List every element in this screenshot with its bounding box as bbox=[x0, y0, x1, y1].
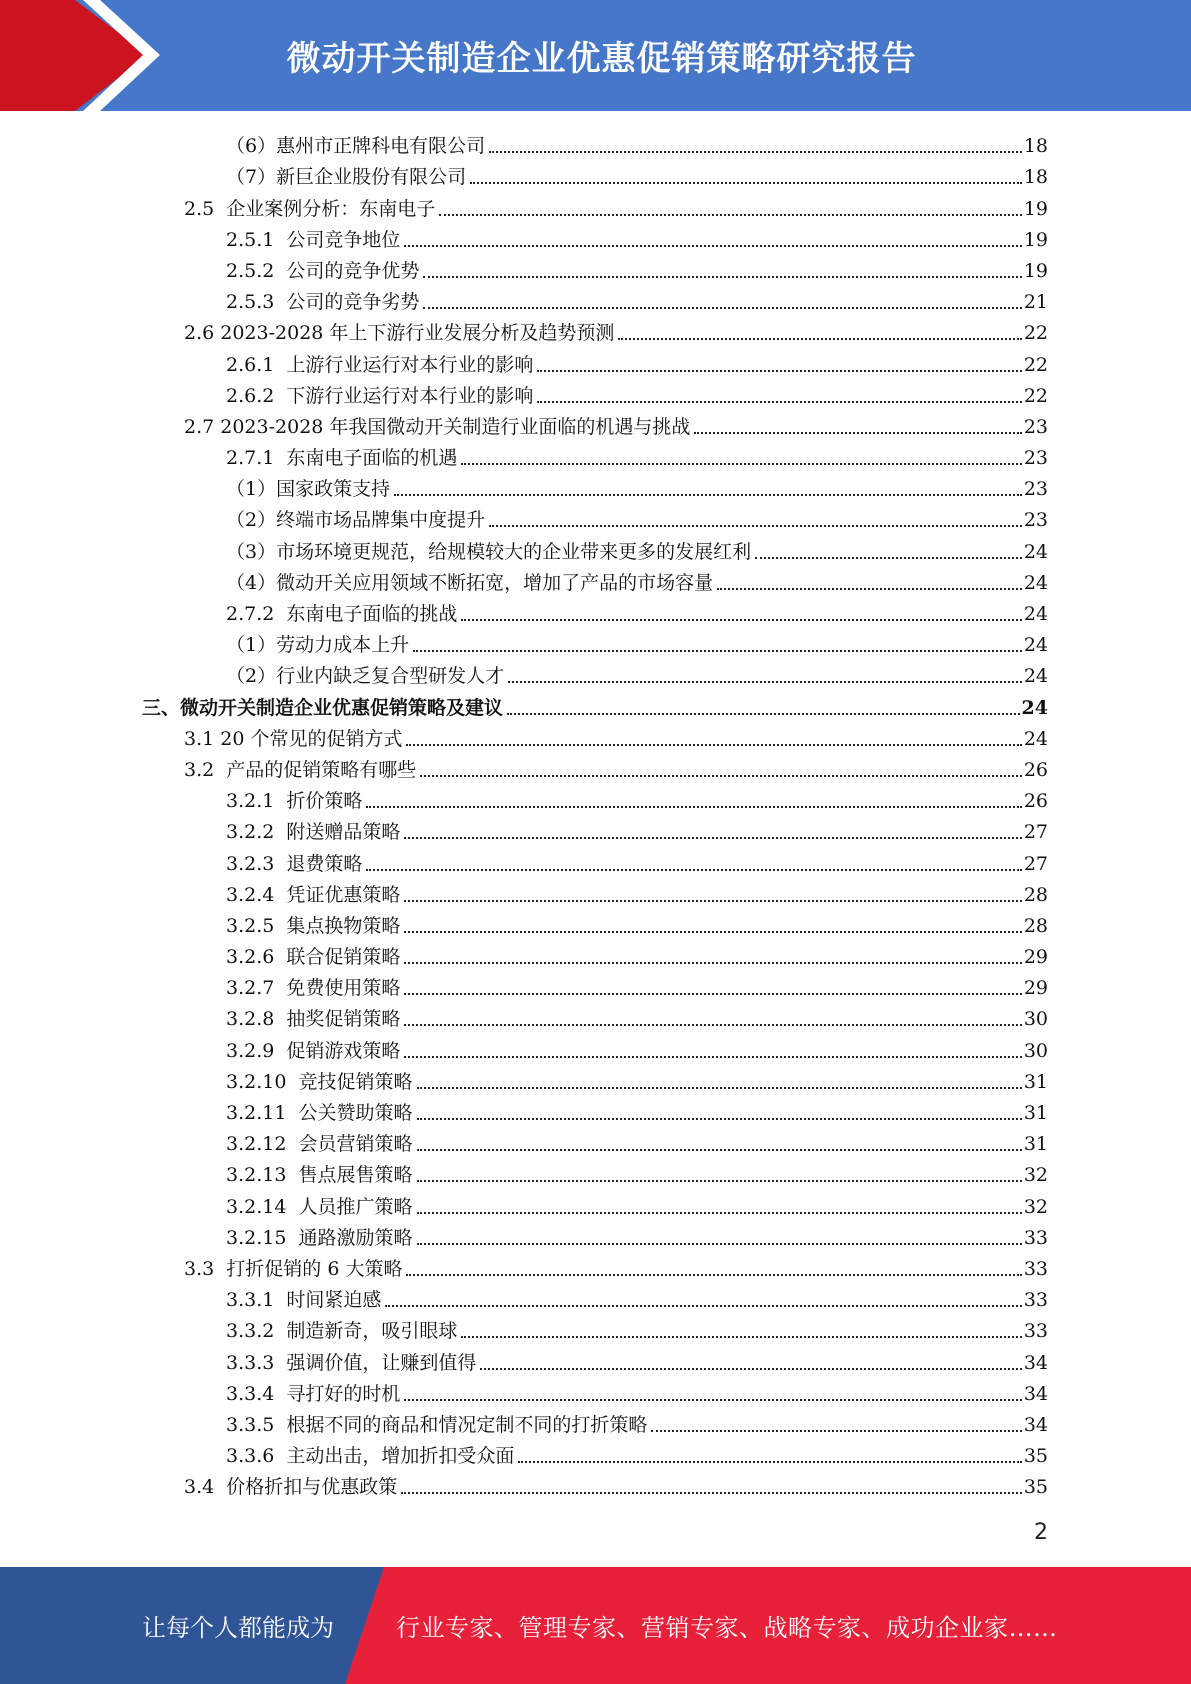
toc-entry-page: 31 bbox=[1023, 1102, 1048, 1124]
toc-entry-page: 24 bbox=[1023, 540, 1048, 563]
toc-entry[interactable] bbox=[0, 439, 1191, 470]
toc-entry[interactable] bbox=[0, 595, 1191, 626]
toc-entry-title: 2.6.1 上游行业运行对本行业的影响 bbox=[226, 353, 534, 376]
page-footer bbox=[0, 1567, 1191, 1684]
toc-dot-leader bbox=[404, 985, 1021, 995]
toc-entry-page: 24 bbox=[1021, 696, 1048, 719]
toc-entry-page: 29 bbox=[1023, 946, 1048, 969]
report-title: 微动开关制造企业优惠促销策略研究报告 bbox=[286, 39, 917, 79]
footer-slogan-left: 让每个人都能成为 bbox=[142, 1614, 334, 1642]
toc-dot-leader bbox=[404, 1391, 1021, 1401]
toc-entry-title: 3.3.6 主动出击，增加折扣受众面 bbox=[226, 1445, 515, 1468]
toc-dot-leader bbox=[461, 1328, 1021, 1338]
toc-entry[interactable] bbox=[0, 1031, 1191, 1062]
toc-dot-leader bbox=[618, 330, 1021, 340]
toc-entry-title: 3.2 产品的促销策略有哪些 bbox=[184, 758, 417, 781]
toc-entry[interactable] bbox=[0, 782, 1191, 813]
toc-entry[interactable] bbox=[0, 127, 1191, 158]
toc-entry-title: 3.3.3 强调价值，让赚到值得 bbox=[226, 1351, 477, 1374]
toc-entry-title: 3.2.6 联合促销策略 bbox=[226, 946, 401, 969]
toc-entry-page: 30 bbox=[1023, 1039, 1048, 1062]
toc-entry-page: 32 bbox=[1023, 1164, 1048, 1187]
toc-entry-page: 32 bbox=[1023, 1195, 1048, 1218]
toc-entry-page: 22 bbox=[1023, 322, 1048, 345]
toc-entry[interactable] bbox=[0, 1063, 1191, 1094]
toc-entry-title: 3.2.4 凭证优惠策略 bbox=[226, 883, 401, 906]
toc-dot-leader bbox=[417, 1141, 1022, 1151]
toc-entry[interactable] bbox=[0, 501, 1191, 532]
toc-dot-leader bbox=[417, 1204, 1022, 1214]
toc-dot-leader bbox=[404, 829, 1021, 839]
toc-entry-page: 34 bbox=[1023, 1382, 1048, 1405]
toc-entry-page: 29 bbox=[1023, 977, 1048, 1000]
page-number: 2 bbox=[1034, 1520, 1048, 1545]
toc-entry[interactable] bbox=[0, 657, 1191, 688]
toc-entry-page: 19 bbox=[1023, 259, 1048, 282]
toc-entry[interactable] bbox=[0, 158, 1191, 189]
toc-dot-leader bbox=[413, 642, 1022, 652]
toc-entry[interactable] bbox=[0, 844, 1191, 875]
toc-entry[interactable] bbox=[0, 626, 1191, 657]
toc-dot-leader bbox=[694, 424, 1021, 434]
toc-entry-page: 23 bbox=[1023, 415, 1048, 438]
footer-slogan-right: 行业专家、管理专家、营销专家、战略专家、成功企业家…… bbox=[396, 1614, 1058, 1642]
toc-entry-title: （1）国家政策支持 bbox=[226, 478, 391, 501]
toc-entry-page: 21 bbox=[1023, 291, 1048, 314]
toc-entry-page: 33 bbox=[1023, 1289, 1048, 1312]
toc-entry-title: 3.2.1 折价策略 bbox=[226, 790, 363, 813]
toc-dot-leader bbox=[480, 1360, 1021, 1370]
toc-dot-leader bbox=[394, 486, 1022, 496]
toc-entry[interactable] bbox=[0, 470, 1191, 501]
toc-dot-leader bbox=[717, 580, 1022, 590]
toc-dot-leader bbox=[406, 736, 1021, 746]
toc-dot-leader bbox=[537, 362, 1021, 372]
toc-dot-leader bbox=[537, 393, 1021, 403]
toc-entry-title: 3.2.5 集点换物策略 bbox=[226, 914, 401, 937]
toc-entry[interactable] bbox=[0, 938, 1191, 969]
toc-entry[interactable] bbox=[0, 1125, 1191, 1156]
toc-entry-title: 2.5.3 公司的竞争劣势 bbox=[226, 291, 420, 314]
toc-entry-page: 33 bbox=[1023, 1320, 1048, 1343]
toc-entry-page: 31 bbox=[1023, 1133, 1048, 1156]
toc-entry-page: 35 bbox=[1023, 1476, 1048, 1499]
toc-dot-leader bbox=[489, 143, 1022, 153]
toc-entry-page: 34 bbox=[1023, 1351, 1048, 1374]
toc-dot-leader bbox=[461, 455, 1021, 465]
toc-entry[interactable] bbox=[0, 1219, 1191, 1250]
toc-entry-page: 24 bbox=[1023, 603, 1048, 625]
toc-entry-page: 31 bbox=[1023, 1070, 1048, 1093]
toc-entry[interactable] bbox=[0, 252, 1191, 283]
toc-entry-page: 22 bbox=[1023, 384, 1048, 407]
toc-entry-title: 2.7 2023-2028 年我国微动开关制造行业面临的机遇与挑战 bbox=[184, 415, 691, 438]
toc-entry-page: 27 bbox=[1023, 821, 1048, 844]
toc-entry-title: （4）微动开关应用领域不断拓宽，增加了产品的市场容量 bbox=[226, 571, 714, 594]
toc-entry[interactable] bbox=[0, 532, 1191, 563]
toc-dot-leader bbox=[404, 954, 1021, 964]
toc-entry[interactable] bbox=[0, 1281, 1191, 1312]
toc-dot-leader bbox=[420, 767, 1022, 777]
toc-entry[interactable] bbox=[0, 813, 1191, 844]
toc-entry-title: （6）惠州市正牌科电有限公司 bbox=[226, 135, 486, 158]
toc-entry-title: 2.5 企业案例分析：东南电子 bbox=[184, 197, 436, 220]
toc-entry-page: 33 bbox=[1023, 1226, 1048, 1249]
toc-dot-leader bbox=[385, 1297, 1021, 1307]
toc-entry-page: 22 bbox=[1023, 353, 1048, 376]
toc-entry-title: （2）终端市场品牌集中度提升 bbox=[226, 509, 486, 532]
toc-dot-leader bbox=[406, 1266, 1021, 1276]
toc-entry-page: 28 bbox=[1023, 883, 1048, 906]
toc-entry[interactable] bbox=[0, 1250, 1191, 1281]
toc-dot-leader bbox=[401, 1484, 1022, 1494]
toc-entry-page: 23 bbox=[1023, 478, 1048, 501]
toc-entry-title: 3.4 价格折扣与优惠政策 bbox=[184, 1476, 398, 1499]
toc-entry-title: 3.1 20 个常见的促销方式 bbox=[184, 727, 403, 750]
toc-entry-page: 18 bbox=[1023, 135, 1048, 158]
toc-entry-title: （3）市场环境更规范，给规模较大的企业带来更多的发展红利 bbox=[226, 540, 752, 563]
toc-entry-page: 35 bbox=[1023, 1445, 1048, 1468]
toc-entry-page: 24 bbox=[1023, 634, 1048, 657]
toc-dot-leader bbox=[755, 549, 1022, 559]
toc-entry-title: 3.2.8 抽奖促销策略 bbox=[226, 1008, 401, 1031]
toc-entry-title: （1）劳动力成本上升 bbox=[226, 634, 410, 657]
toc-entry-title: 3.3.5 根据不同的商品和情况定制不同的打折策略 bbox=[226, 1413, 648, 1436]
toc-dot-leader bbox=[470, 174, 1022, 184]
toc-entry[interactable] bbox=[0, 1375, 1191, 1406]
toc-entry[interactable] bbox=[0, 969, 1191, 1000]
toc-entry-page: 26 bbox=[1023, 758, 1048, 781]
toc-dot-leader bbox=[461, 611, 1021, 621]
toc-dot-leader bbox=[417, 1079, 1022, 1089]
toc-entry-title: 3.2.13 售点展售策略 bbox=[226, 1164, 413, 1187]
toc-entry-title: 2.5.1 公司竞争地位 bbox=[226, 228, 401, 251]
toc-entry-title: 3.2.11 公关赞助策略 bbox=[226, 1102, 413, 1124]
toc-entry[interactable] bbox=[0, 1468, 1191, 1499]
toc-entry-title: 3.3 打折促销的 6 大策略 bbox=[184, 1257, 403, 1280]
toc-entry[interactable] bbox=[0, 1437, 1191, 1468]
toc-entry-title: 3.2.10 竞技促销策略 bbox=[226, 1070, 413, 1093]
toc-dot-leader bbox=[423, 299, 1021, 309]
toc-entry[interactable] bbox=[0, 564, 1191, 595]
toc-entry-title: 3.2.15 通路激励策略 bbox=[226, 1226, 413, 1249]
toc-entry-title: 3.3.4 寻打好的时机 bbox=[226, 1382, 401, 1405]
toc-entry-page: 18 bbox=[1023, 166, 1048, 189]
toc-entry-title: 3.2.7 免费使用策略 bbox=[226, 977, 401, 1000]
toc-dot-leader bbox=[508, 673, 1022, 683]
toc-entry-title: 3.3.2 制造新奇，吸引眼球 bbox=[226, 1320, 458, 1343]
page-header bbox=[0, 0, 1191, 111]
toc-entry-title: 3.2.2 附送赠品策略 bbox=[226, 821, 401, 844]
toc-entry[interactable] bbox=[0, 345, 1191, 376]
toc-entry-title: 三、微动开关制造企业优惠促销策略及建议 bbox=[142, 696, 504, 719]
toc-entry-title: 2.6.2 下游行业运行对本行业的影响 bbox=[226, 384, 534, 407]
toc-entry-page: 30 bbox=[1023, 1008, 1048, 1031]
toc-entry[interactable] bbox=[0, 1094, 1191, 1125]
toc-dot-leader bbox=[417, 1172, 1022, 1182]
toc-entry-page: 26 bbox=[1023, 790, 1048, 813]
toc-dot-leader bbox=[507, 705, 1020, 715]
toc-entry-page: 24 bbox=[1023, 571, 1048, 594]
toc-entry-page: 24 bbox=[1023, 727, 1048, 750]
toc-entry-title: 2.6 2023-2028 年上下游行业发展分析及趋势预测 bbox=[184, 322, 615, 345]
toc-entry[interactable] bbox=[0, 876, 1191, 907]
toc-entry[interactable] bbox=[0, 751, 1191, 782]
toc-entry[interactable] bbox=[0, 408, 1191, 439]
toc-dot-leader bbox=[417, 1235, 1022, 1245]
toc-entry-page: 33 bbox=[1023, 1257, 1048, 1280]
toc-entry[interactable] bbox=[0, 688, 1191, 719]
table-of-contents bbox=[0, 127, 1191, 1499]
toc-entry-title: （7）新巨企业股份有限公司 bbox=[226, 166, 467, 189]
toc-dot-leader bbox=[489, 517, 1022, 527]
toc-entry-page: 34 bbox=[1023, 1413, 1048, 1436]
toc-entry-page: 27 bbox=[1023, 852, 1048, 875]
toc-entry[interactable] bbox=[0, 221, 1191, 252]
toc-dot-leader bbox=[404, 237, 1021, 247]
toc-dot-leader bbox=[404, 892, 1021, 902]
toc-entry-title: 2.5.2 公司的竞争优势 bbox=[226, 259, 420, 282]
toc-entry-page: 28 bbox=[1023, 914, 1048, 937]
toc-entry-title: 3.2.12 会员营销策略 bbox=[226, 1133, 413, 1156]
toc-dot-leader bbox=[518, 1453, 1021, 1463]
toc-dot-leader bbox=[423, 268, 1021, 278]
toc-entry[interactable] bbox=[0, 189, 1191, 220]
toc-entry[interactable] bbox=[0, 1312, 1191, 1343]
toc-dot-leader bbox=[417, 1110, 1022, 1120]
toc-dot-leader bbox=[366, 798, 1021, 808]
toc-entry-title: 2.7.1 东南电子面临的机遇 bbox=[226, 447, 458, 470]
toc-entry-title: 3.2.9 促销游戏策略 bbox=[226, 1039, 401, 1062]
toc-entry[interactable] bbox=[0, 314, 1191, 345]
toc-entry[interactable] bbox=[0, 1000, 1191, 1031]
toc-entry[interactable] bbox=[0, 283, 1191, 314]
toc-dot-leader bbox=[651, 1422, 1021, 1432]
toc-entry-title: 3.2.14 人员推广策略 bbox=[226, 1195, 413, 1218]
toc-dot-leader bbox=[439, 206, 1022, 216]
toc-entry-title: 3.3.1 时间紧迫感 bbox=[226, 1289, 382, 1312]
toc-entry-page: 24 bbox=[1023, 665, 1048, 688]
toc-entry-page: 19 bbox=[1023, 228, 1048, 251]
toc-entry[interactable] bbox=[0, 1187, 1191, 1218]
toc-entry-page: 19 bbox=[1023, 197, 1048, 220]
toc-entry[interactable] bbox=[0, 720, 1191, 751]
toc-entry-title: 2.7.2 东南电子面临的挑战 bbox=[226, 603, 458, 625]
toc-dot-leader bbox=[366, 861, 1021, 871]
toc-entry[interactable] bbox=[0, 907, 1191, 938]
toc-entry-title: （2）行业内缺乏复合型研发人才 bbox=[226, 665, 505, 688]
toc-dot-leader bbox=[404, 1016, 1021, 1026]
toc-entry[interactable] bbox=[0, 1406, 1191, 1437]
toc-entry[interactable] bbox=[0, 1156, 1191, 1187]
toc-entry-page: 23 bbox=[1023, 447, 1048, 470]
toc-entry[interactable] bbox=[0, 377, 1191, 408]
toc-entry[interactable] bbox=[0, 1343, 1191, 1374]
toc-entry-page: 23 bbox=[1023, 509, 1048, 532]
toc-dot-leader bbox=[404, 923, 1021, 933]
toc-entry-title: 3.2.3 退费策略 bbox=[226, 852, 363, 875]
toc-dot-leader bbox=[404, 1048, 1021, 1058]
